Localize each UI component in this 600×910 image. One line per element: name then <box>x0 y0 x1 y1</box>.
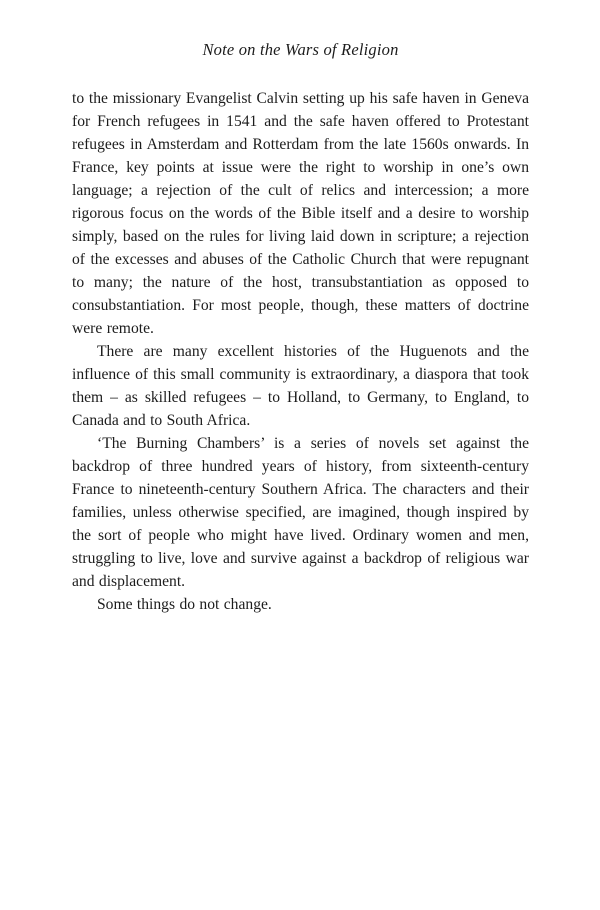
paragraph: There are many excellent histories of the Huguenots and the influence of this small community is extraordinary, a diaspora that took them – as skilled refugees – to Holland, to Germany, to England, to Canada and to South Africa. <box>72 343 529 429</box>
page-body <box>72 87 529 616</box>
paragraph: ‘The Burning Chambers’ is a series of novels set against the backdrop of three hundred years of history, from sixteenth-century France to nineteenth-century Southern Africa. The characters and their families, unless otherwise specified, are imagined, though inspired by the sort of people who might have lived. Ordinary women and men, struggling to live, love and survive against a backdrop of religious war and displacement. <box>72 435 529 590</box>
paragraph: to the missionary Evangelist Calvin setting up his safe haven in Geneva for French refugees in 1541 and the safe haven offered to Protestant refugees in Amsterdam and Rotterdam from the late 1560s onwards. In France, key points at issue were the right to worship in one’s own language; a rejection of the cult of relics and intercession; a more rigorous focus on the words of the Bible itself and a desire to worship simply, based on the rules for living laid down in scripture; a rejection of the excesses and abuses of the Catholic Church that were repugnant to many; the nature of the host, transubstantiation as opposed to consubstantiation. For most people, though, these matters of doctrine were remote. <box>72 90 529 337</box>
paragraph: Some things do not change. <box>97 596 272 613</box>
page-title: Note on the Wars of Religion <box>202 40 399 59</box>
